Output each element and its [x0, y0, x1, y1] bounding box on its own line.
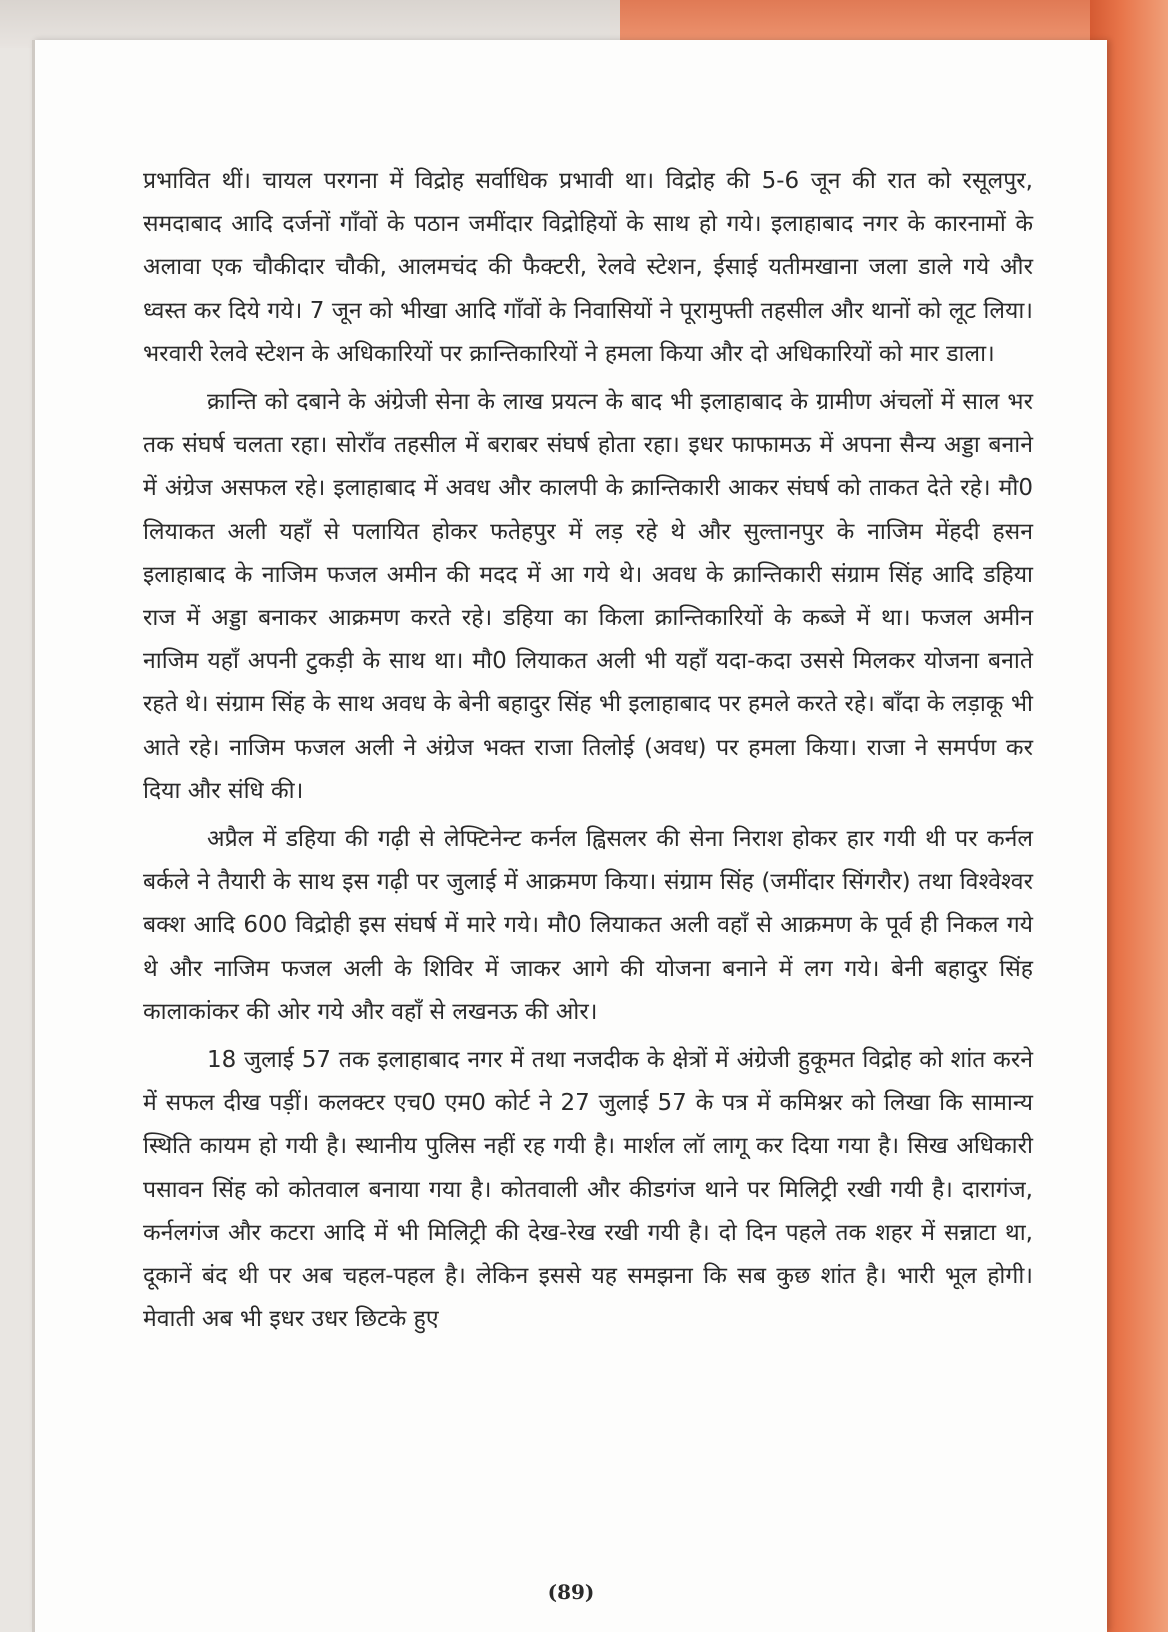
paragraph-1: प्रभावित थीं। चायल परगना में विद्रोह सर्वाधिक प्रभावी था। विद्रोह की 5-6 जून की रात को रसूलपुर, समदाबाद आदि दर्जनों गाँवों के पठान जमींदार विद्रोहियों के साथ हो गये। इलाहाबाद नगर के कारनामों के अलावा एक चौकीदार चौकी, आलमचंद की फैक्टरी, रेलवे स्टेशन, ईसाई यतीमखाना जला डाले गये और ध्वस्त कर दिये गये। 7 जून को भीखा आदि गाँवों के निवासियों ने पूरामुफ्ती तहसील और थानों को लूट लिया। भरवारी रेलवे स्टेशन के अधिकारियों पर क्रान्तिकारियों ने हमला किया और दो अधिकारियों को मार डाला। [143, 168, 1033, 367]
paragraph-3: अप्रैल में डहिया की गढ़ी से लेफ्टिनेन्ट कर्नल ह्विसलर की सेना निराश होकर हार गयी थी पर कर्नल बर्कले ने तैयारी के साथ इस गढ़ी पर जुलाई में आक्रमण किया। संग्राम सिंह (जमींदार सिंगरौर) तथा विश्वेश्वर बक्श आदि 600 विद्रोही इस संघर्ष में मारे गये। मौ0 लियाकत अली वहाँ से आक्रमण के पूर्व ही निकल गये थे और नाजिम फजल अली के शिविर में जाकर आगे की योजना बनाने में लग गये। बेनी बहादुर सिंह कालाकांकर की ओर गये और वहाँ से लखनऊ की ओर। [143, 826, 1033, 1025]
page-number: (89) [547, 1580, 595, 1604]
book-page [32, 40, 1107, 1632]
page-body-text [143, 160, 1033, 1346]
paragraph-2: क्रान्ति को दबाने के अंग्रेजी सेना के लाख प्रयत्न के बाद भी इलाहाबाद के ग्रामीण अंचलों में साल भर तक संघर्ष चलता रहा। सोराँव तहसील में बराबर संघर्ष होता रहा। इधर फाफामऊ में अपना सैन्य अड्डा बनाने में अंग्रेज असफल रहे। इलाहाबाद में अवध और कालपी के क्रान्तिकारी आकर संघर्ष को ताकत देते रहे। मौ0 लियाकत अली यहाँ से पलायित होकर फतेहपुर में लड़ रहे थे और सुल्तानपुर के नाजिम मेंहदी हसन इलाहाबाद के नाजिम फजल अमीन की मदद में आ गये थे। अवध के क्रान्तिकारी संग्राम सिंह आदि डहिया राज में अड्डा बनाकर आक्रमण करते रहे। डहिया का किला क्रान्तिकारियों के कब्जे में था। फजल अमीन नाजिम यहाँ अपनी टुकड़ी के साथ था। मौ0 लियाकत अली भी यहाँ यदा-कदा उससे मिलकर योजना बनाते रहते थे। संग्राम सिंह के साथ अवध के बेनी बहादुर सिंह भी इलाहाबाद पर हमले करते रहे। बाँदा के लड़ाकू भी आते रहे। नाजिम फजल अली ने अंग्रेज भक्त राजा तिलोई (अवध) पर हमला किया। राजा ने समर्पण कर दिया और संधि की। [143, 389, 1033, 804]
paragraph-4: 18 जुलाई 57 तक इलाहाबाद नगर में तथा नजदीक के क्षेत्रों में अंग्रेजी हुकूमत विद्रोह को शांत करने में सफल दीख पड़ीं। कलक्टर एच0 एम0 कोर्ट ने 27 जुलाई 57 के पत्र में कमिश्नर को लिखा कि सामान्य स्थिति कायम हो गयी है। स्थानीय पुलिस नहीं रह गयी है। मार्शल लॉ लागू कर दिया गया है। सिख अधिकारी पसावन सिंह को कोतवाल बनाया गया है। कोतवाली और कीडगंज थाने पर मिलिट्री रखी गयी है। दारागंज, कर्नलगंज और कटरा आदि में भी मिलिट्री की देख-रेख रखी गयी है। दो दिन पहले तक शहर में सन्नाटा था, दूकानें बंद थी पर अब चहल-पहल है। लेकिन इससे यह समझना कि सब कुछ शांत है। भारी भूल होगी। मेवाती अब भी इधर उधर छिटके हुए [143, 1047, 1033, 1333]
